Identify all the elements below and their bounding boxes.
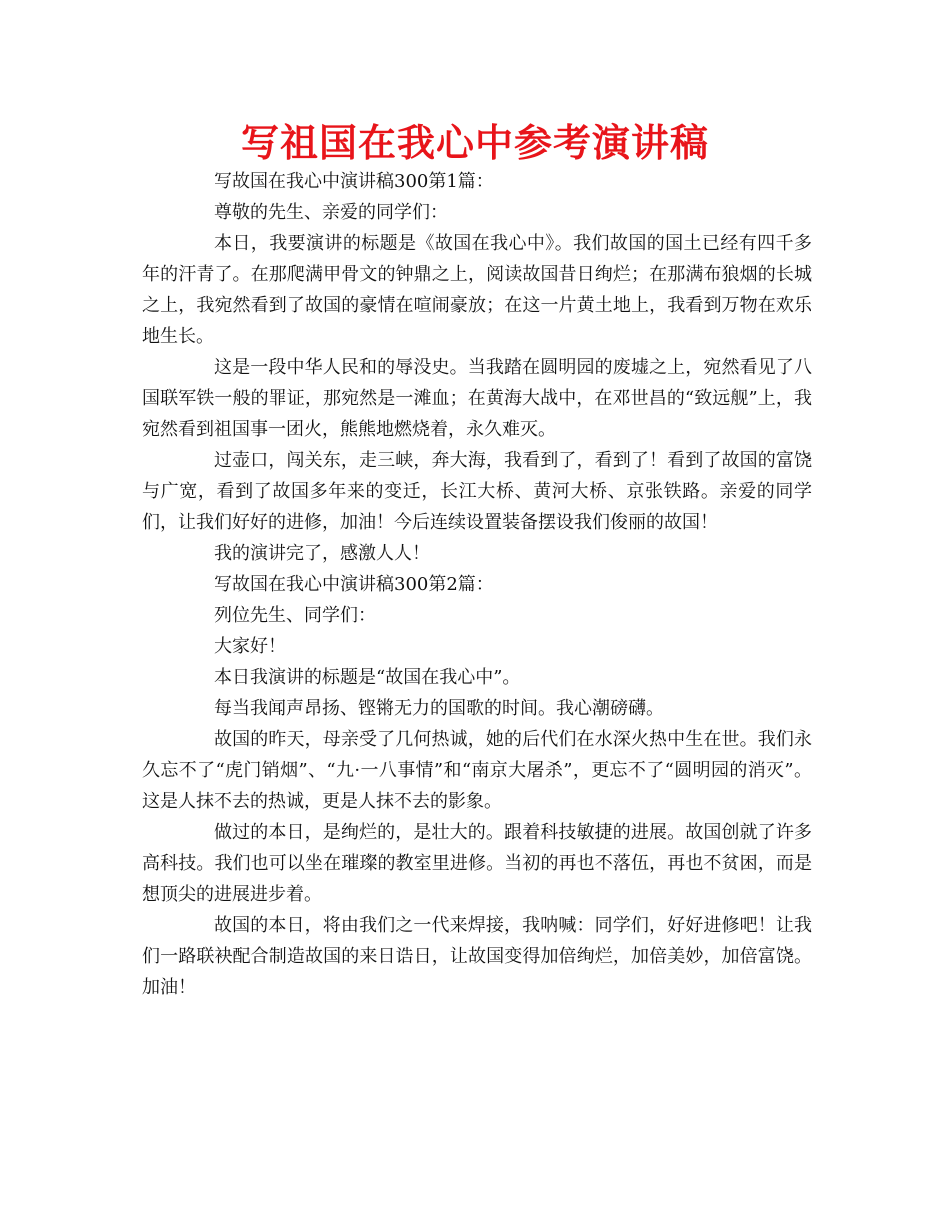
paragraph: 尊敬的先生、亲爱的同学们： — [214, 202, 448, 223]
paragraph: 列位先生、同学们： — [214, 605, 376, 626]
paragraph: 我的演讲完了，感激人人！ — [214, 543, 430, 564]
paragraph: 大家好！ — [214, 636, 286, 657]
document-body — [142, 166, 812, 1003]
paragraph: 每当我闻声昂扬、铿锵无力的国歌的时间。我心潮磅礴。 — [214, 698, 664, 719]
paragraph: 过壶口，闯关东，走三峡，奔大海，我看到了，看到了！看到了故国的富饶与广宽，看到了故国多年来的变迁，长江大桥、黄河大桥、京张铁路。亲爱的同学们，让我们好好的进修，加油！今后连续设置装备摆设我们俊丽的故国！ — [142, 450, 812, 533]
paragraph: 故国的昨天，母亲受了几何热诚，她的后代们在水深火热中生在世。我们永久忘不了“虎门销烟”、“九·一八事情”和“南京大屠杀”，更忘不了“圆明园的消灭”。这是人抹不去的热诚，更是人抹不去的影象。 — [142, 729, 812, 812]
document-title: 写祖国在我心中参考演讲稿 — [240, 121, 709, 165]
paragraph: 这是一段中华人民和的辱没史。当我踏在圆明园的废墟之上，宛然看见了八国联军铁一般的罪证，那宛然是一滩血；在黄海大战中，在邓世昌的“致远舰”上，我宛然看到祖国事一团火，熊熊地燃烧着，永久难灭。 — [142, 357, 812, 440]
paragraph: 写故国在我心中演讲稿300第2篇： — [214, 574, 494, 595]
paragraph: 本日，我要演讲的标题是《故国在我心中》。我们故国的国土已经有四千多年的汗青了。在那爬满甲骨文的钟鼎之上，阅读故国昔日绚烂；在那满布狼烟的长城之上，我宛然看到了故国的豪情在喧闹豪放；在这一片黄土地上，我看到万物在欢乐地生长。 — [142, 233, 812, 347]
paragraph: 故国的本日，将由我们之一代来焊接，我呐喊：同学们，好好进修吧！让我们一路联袂配合制造故国的来日诰日，让故国变得加倍绚烂，加倍美妙，加倍富饶。加油！ — [142, 915, 812, 998]
paragraph: 做过的本日，是绚烂的，是壮大的。跟着科技敏捷的进展。故国创就了许多高科技。我们也可以坐在璀璨的教室里进修。当初的再也不落伍，再也不贫困，而是想顶尖的进展进步着。 — [142, 822, 812, 905]
paragraph: 写故国在我心中演讲稿300第1篇： — [214, 171, 494, 192]
paragraph: 本日我演讲的标题是“故国在我心中”。 — [214, 667, 521, 688]
